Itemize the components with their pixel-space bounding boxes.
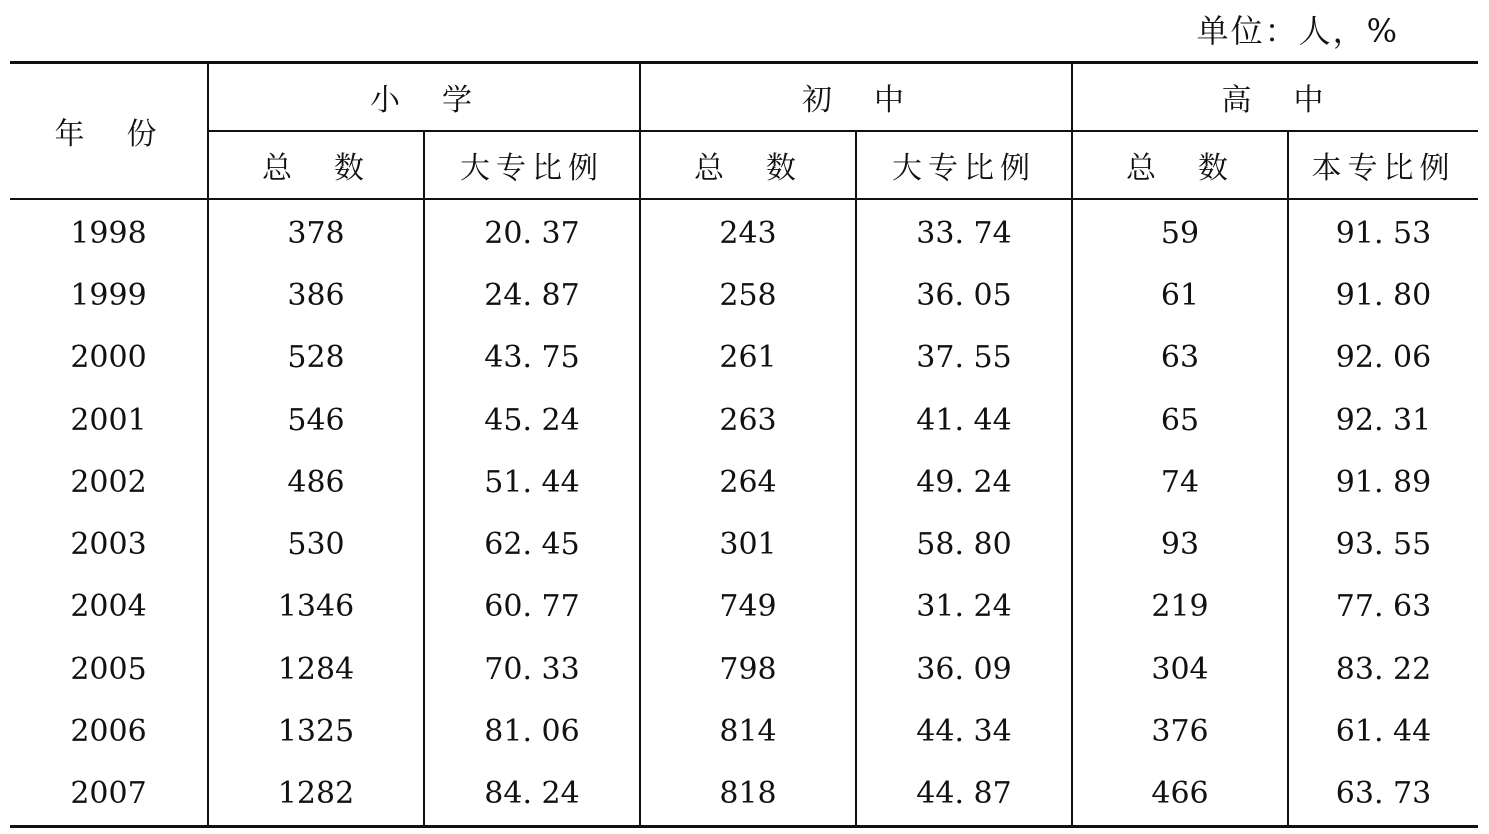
cell-year: 2003 xyxy=(70,527,147,563)
table-row xyxy=(10,576,1478,638)
sub-header-primary-ratio: 大专比例 xyxy=(424,131,640,199)
cell-senior-ratio: 83. 22 xyxy=(1288,638,1478,700)
cell-year: 2006 xyxy=(70,714,147,750)
cell-primary-ratio: 81. 06 xyxy=(424,700,640,762)
cell-primary-total: 386 xyxy=(208,264,424,326)
cell-junior-ratio: 36. 09 xyxy=(856,638,1072,700)
cell-junior-total: 749 xyxy=(640,576,856,638)
cell-senior-total: 65 xyxy=(1072,389,1288,451)
cell-primary-ratio: 60. 77 xyxy=(424,576,640,638)
cell-senior-total: 63 xyxy=(1072,327,1288,389)
cell-primary-total: 1282 xyxy=(208,763,424,827)
cell-primary-total: 1325 xyxy=(208,700,424,762)
cell-junior-ratio: 31. 24 xyxy=(856,576,1072,638)
cell-junior-total: 301 xyxy=(640,513,856,575)
sub-header-senior-total: 总 数 xyxy=(1072,131,1288,199)
cell-junior-ratio: 36. 05 xyxy=(856,264,1072,326)
cell-junior-ratio: 44. 34 xyxy=(856,700,1072,762)
table-row xyxy=(10,513,1478,575)
cell-primary-ratio: 45. 24 xyxy=(424,389,640,451)
cell-primary-ratio: 84. 24 xyxy=(424,763,640,827)
header-row-sub xyxy=(10,131,1478,199)
cell-junior-ratio: 37. 55 xyxy=(856,327,1072,389)
cell-junior-ratio: 44. 87 xyxy=(856,763,1072,827)
cell-junior-ratio: 58. 80 xyxy=(856,513,1072,575)
cell-primary-ratio: 62. 45 xyxy=(424,513,640,575)
cell-junior-ratio: 49. 24 xyxy=(856,451,1072,513)
cell-primary-ratio: 24. 87 xyxy=(424,264,640,326)
cell-year: 1998 xyxy=(70,215,147,251)
cell-senior-total: 304 xyxy=(1072,638,1288,700)
cell-junior-ratio: 33. 74 xyxy=(856,199,1072,264)
cell-senior-ratio: 91. 80 xyxy=(1288,264,1478,326)
cell-senior-total: 93 xyxy=(1072,513,1288,575)
data-table xyxy=(10,61,1478,828)
cell-junior-total: 263 xyxy=(640,389,856,451)
cell-year: 2004 xyxy=(70,589,147,625)
cell-senior-total: 61 xyxy=(1072,264,1288,326)
table-row xyxy=(10,451,1478,513)
table-row xyxy=(10,264,1478,326)
cell-senior-ratio: 93. 55 xyxy=(1288,513,1478,575)
cell-senior-total: 466 xyxy=(1072,763,1288,827)
cell-junior-total: 264 xyxy=(640,451,856,513)
table-row xyxy=(10,763,1478,827)
cell-year: 1999 xyxy=(70,277,147,313)
header-row-groups xyxy=(10,63,1478,132)
cell-primary-total: 486 xyxy=(208,451,424,513)
cell-primary-ratio: 51. 44 xyxy=(424,451,640,513)
table-row xyxy=(10,389,1478,451)
cell-senior-ratio: 61. 44 xyxy=(1288,700,1478,762)
cell-year: 2007 xyxy=(70,776,147,812)
year-header: 年 份 xyxy=(10,63,208,200)
cell-senior-ratio: 92. 31 xyxy=(1288,389,1478,451)
cell-senior-total: 219 xyxy=(1072,576,1288,638)
cell-primary-total: 528 xyxy=(208,327,424,389)
cell-primary-total: 1346 xyxy=(208,576,424,638)
group-header-senior: 高 中 xyxy=(1072,63,1478,132)
sub-header-junior-ratio: 大专比例 xyxy=(856,131,1072,199)
cell-primary-ratio: 70. 33 xyxy=(424,638,640,700)
table-body xyxy=(10,199,1478,826)
sub-header-senior-ratio: 本专比例 xyxy=(1288,131,1478,199)
cell-senior-ratio: 63. 73 xyxy=(1288,763,1478,827)
table-row xyxy=(10,199,1478,264)
cell-junior-ratio: 41. 44 xyxy=(856,389,1072,451)
cell-primary-ratio: 43. 75 xyxy=(424,327,640,389)
sub-header-junior-total: 总 数 xyxy=(640,131,856,199)
cell-junior-total: 798 xyxy=(640,638,856,700)
table-row xyxy=(10,700,1478,762)
cell-junior-total: 243 xyxy=(640,199,856,264)
cell-primary-total: 378 xyxy=(208,199,424,264)
cell-senior-total: 376 xyxy=(1072,700,1288,762)
cell-junior-total: 814 xyxy=(640,700,856,762)
cell-senior-ratio: 91. 53 xyxy=(1288,199,1478,264)
cell-year: 2005 xyxy=(70,651,147,687)
group-header-primary: 小 学 xyxy=(208,63,640,132)
sub-header-primary-total: 总 数 xyxy=(208,131,424,199)
cell-senior-total: 59 xyxy=(1072,199,1288,264)
table-row xyxy=(10,327,1478,389)
cell-year: 2000 xyxy=(70,340,147,376)
table-row xyxy=(10,638,1478,700)
cell-junior-total: 818 xyxy=(640,763,856,827)
cell-year: 2002 xyxy=(70,464,147,500)
cell-primary-total: 1284 xyxy=(208,638,424,700)
group-header-junior: 初 中 xyxy=(640,63,1072,132)
cell-primary-ratio: 20. 37 xyxy=(424,199,640,264)
cell-senior-total: 74 xyxy=(1072,451,1288,513)
cell-year: 2001 xyxy=(70,402,147,438)
unit-label: 单位：人，% xyxy=(1196,12,1399,50)
cell-junior-total: 258 xyxy=(640,264,856,326)
cell-junior-total: 261 xyxy=(640,327,856,389)
cell-senior-ratio: 91. 89 xyxy=(1288,451,1478,513)
cell-senior-ratio: 92. 06 xyxy=(1288,327,1478,389)
cell-senior-ratio: 77. 63 xyxy=(1288,576,1478,638)
cell-primary-total: 530 xyxy=(208,513,424,575)
cell-primary-total: 546 xyxy=(208,389,424,451)
